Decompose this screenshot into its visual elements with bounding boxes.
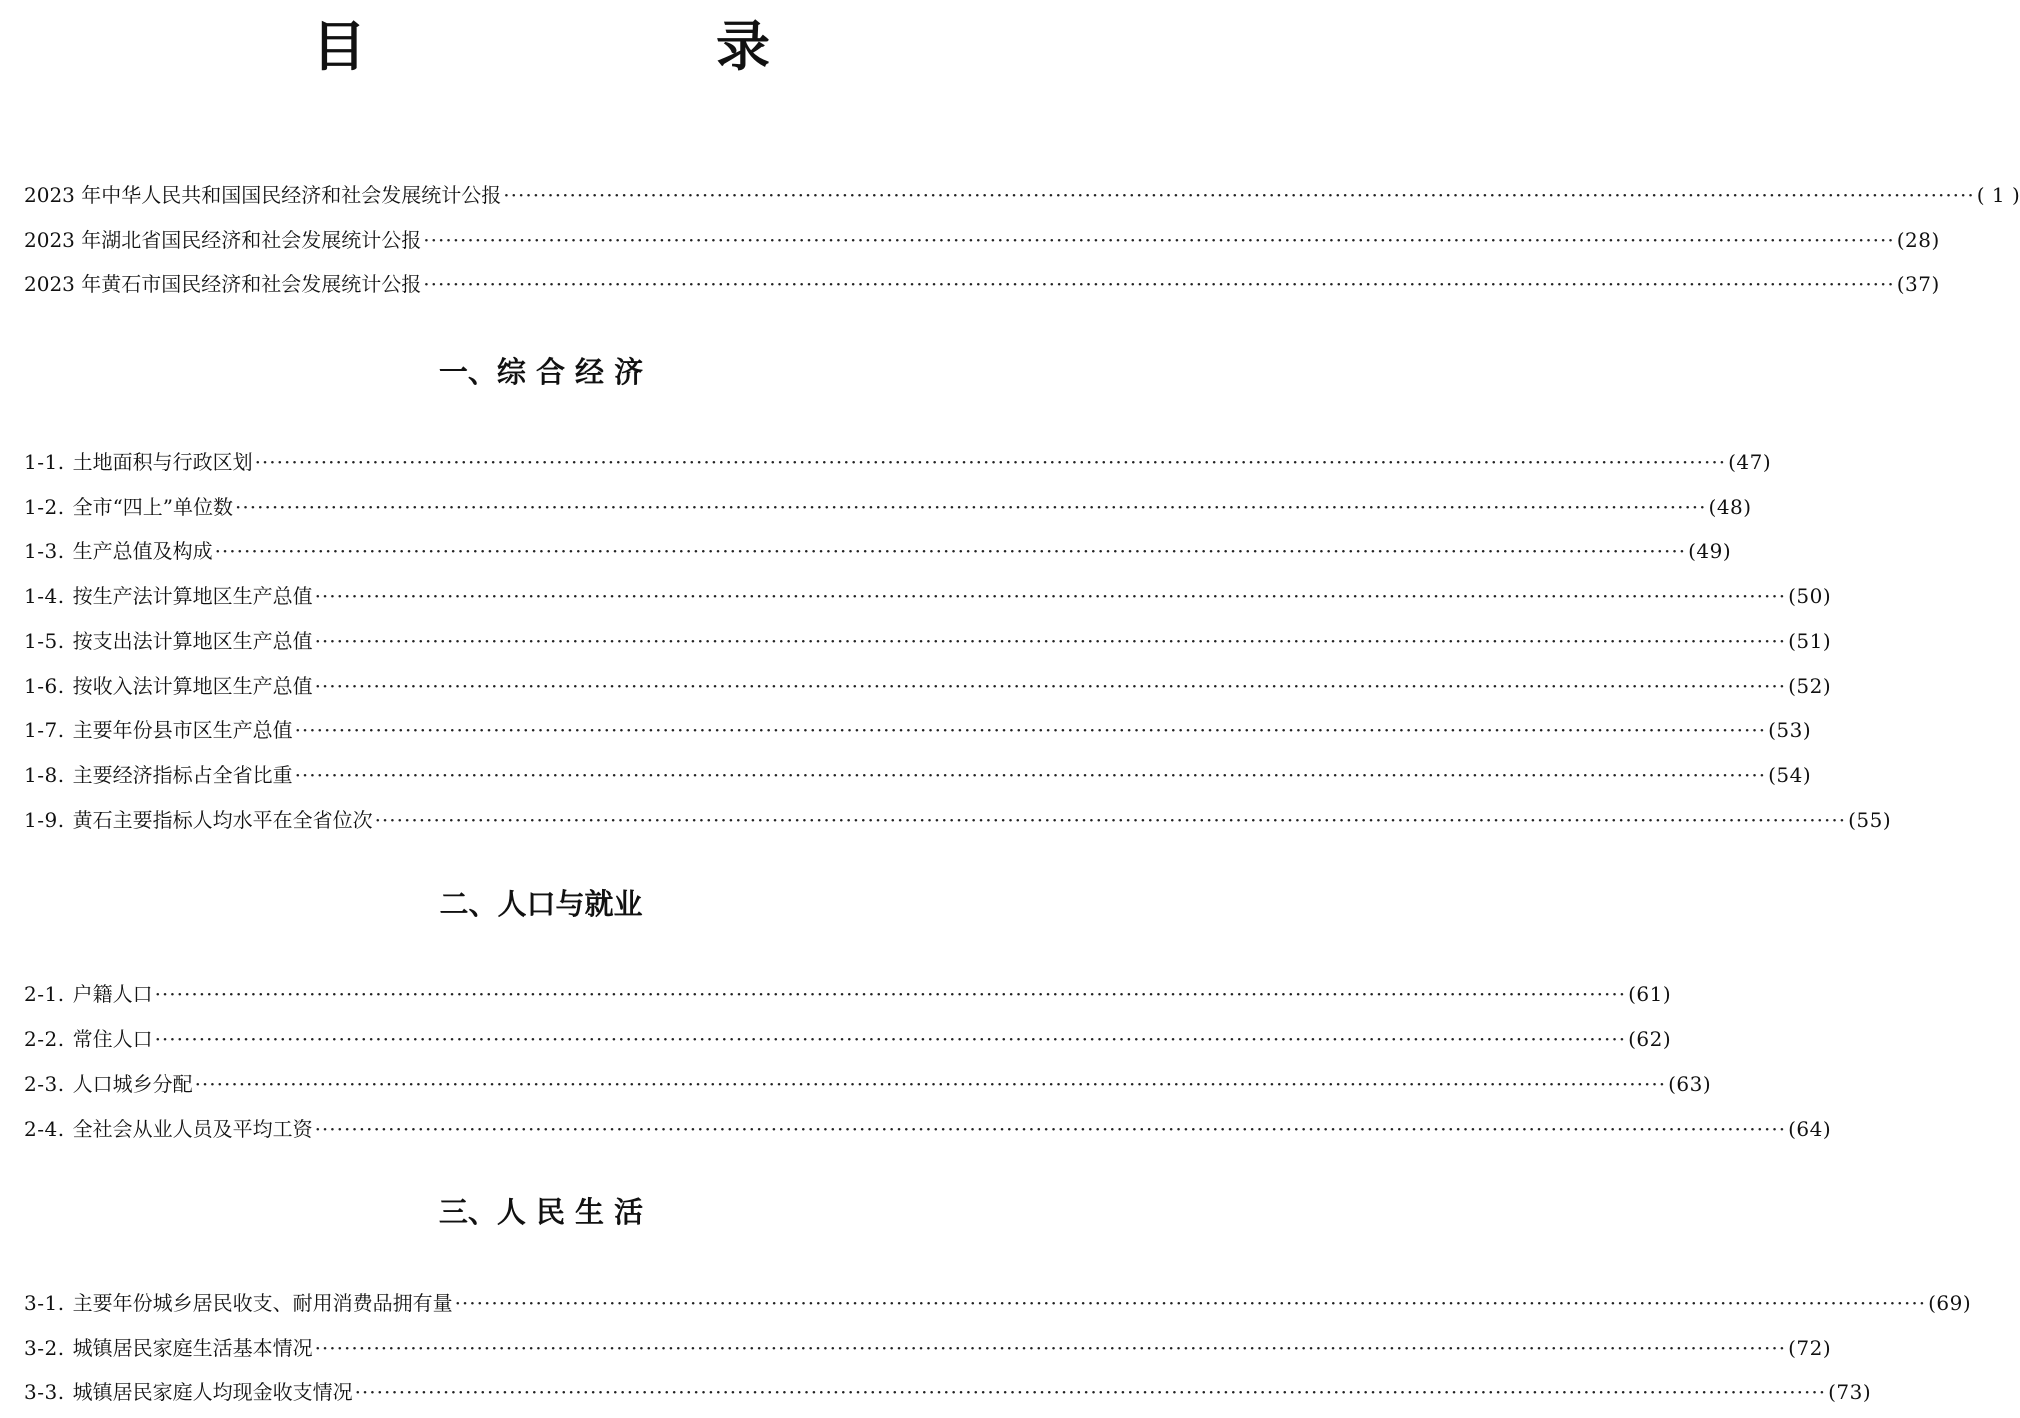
- toc-entry-number: 1-3.: [24, 539, 65, 563]
- toc-entry-3-2[interactable]: [24, 1333, 1832, 1363]
- toc-entry-number: 2-2.: [24, 1027, 65, 1051]
- toc-entry-number: 2-4.: [24, 1117, 65, 1141]
- dot-leader: ········································································································································································································: [294, 718, 1767, 742]
- toc-entry-number: 1-5.: [24, 629, 65, 653]
- toc-entry-number: 1-2.: [24, 495, 65, 519]
- toc-entry-1-7[interactable]: [24, 715, 1812, 745]
- toc-entry-title: 按收入法计算地区生产总值: [72, 674, 313, 698]
- toc-entry-page: (28): [1896, 228, 1940, 252]
- toc-entry-number: 2-1.: [24, 982, 65, 1006]
- toc-entry-3-1[interactable]: [24, 1288, 1972, 1318]
- toc-entry-page: ( 1 ): [1976, 183, 2020, 207]
- dot-leader: ········································································································································································································: [235, 495, 1707, 519]
- toc-entry-1-3[interactable]: [24, 536, 1732, 566]
- dot-leader: ········································································································································································································: [374, 808, 1847, 832]
- toc-entry-report-2[interactable]: [24, 225, 1940, 255]
- toc-entry-1-4[interactable]: [24, 581, 1832, 611]
- toc-entry-page: (55): [1848, 808, 1892, 832]
- dot-leader: ········································································································································································································: [154, 982, 1627, 1006]
- toc-entry-number: 2-3.: [24, 1072, 65, 1096]
- toc-entry-title: 城镇居民家庭人均现金收支情况: [72, 1380, 353, 1404]
- section-heading-living: 三、人 民 生 活: [438, 1195, 644, 1229]
- toc-entry-2-2[interactable]: [24, 1024, 1672, 1054]
- toc-entry-number: 3-3.: [24, 1380, 65, 1404]
- toc-entry-2-3[interactable]: [24, 1069, 1712, 1099]
- toc-entry-page: (52): [1788, 674, 1832, 698]
- toc-entry-page: (49): [1688, 539, 1732, 563]
- toc-entry-3-3[interactable]: [24, 1377, 1872, 1407]
- dot-leader: ········································································································································································································: [314, 629, 1787, 653]
- dot-leader: ········································································································································································································: [314, 1117, 1787, 1141]
- toc-entry-number: 1-4.: [24, 584, 65, 608]
- page-title: 目 录: [312, 15, 918, 78]
- toc-entry-page: (53): [1768, 718, 1812, 742]
- toc-entry-1-8[interactable]: [24, 760, 1812, 790]
- dot-leader: ········································································································································································································: [294, 763, 1767, 787]
- toc-entry-2-1[interactable]: [24, 979, 1672, 1009]
- toc-entry-page: (64): [1788, 1117, 1832, 1141]
- toc-entry-title: 人口城乡分配: [72, 1072, 193, 1096]
- toc-entry-title: 按支出法计算地区生产总值: [72, 629, 313, 653]
- toc-entry-page: (73): [1828, 1380, 1872, 1404]
- dot-leader: ········································································································································································································: [314, 584, 1787, 608]
- toc-entry-title: 黄石主要指标人均水平在全省位次: [72, 808, 373, 832]
- toc-entry-1-6[interactable]: [24, 671, 1832, 701]
- toc-entry-1-2[interactable]: [24, 492, 1752, 522]
- toc-entry-title: 2023 年中华人民共和国国民经济和社会发展统计公报: [24, 183, 502, 207]
- toc-entry-2-4[interactable]: [24, 1114, 1832, 1144]
- dot-leader: ········································································································································································································: [194, 1072, 1667, 1096]
- toc-entry-title: 2023 年湖北省国民经济和社会发展统计公报: [24, 228, 422, 252]
- toc-entry-title: 主要年份县市区生产总值: [72, 718, 293, 742]
- toc-entry-page: (47): [1728, 450, 1772, 474]
- toc-entry-number: 3-2.: [24, 1336, 65, 1360]
- dot-leader: ········································································································································································································: [214, 539, 1687, 563]
- toc-entry-number: 3-1.: [24, 1291, 65, 1315]
- toc-entry-number: 1-9.: [24, 808, 65, 832]
- toc-entry-title: 城镇居民家庭生活基本情况: [72, 1336, 313, 1360]
- toc-entry-page: (62): [1628, 1027, 1672, 1051]
- toc-entry-title: 主要经济指标占全省比重: [72, 763, 293, 787]
- toc-entry-page: (72): [1788, 1336, 1832, 1360]
- toc-entry-number: 1-1.: [24, 450, 65, 474]
- dot-leader: ········································································································································································································: [503, 183, 1975, 207]
- toc-entry-page: (61): [1628, 982, 1672, 1006]
- dot-leader: ········································································································································································································: [314, 674, 1787, 698]
- toc-entry-number: 1-8.: [24, 763, 65, 787]
- toc-entry-page: (63): [1668, 1072, 1712, 1096]
- toc-entry-number: 1-7.: [24, 718, 65, 742]
- dot-leader: ········································································································································································································: [454, 1291, 1927, 1315]
- toc-entry-1-9[interactable]: [24, 805, 1892, 835]
- toc-entry-report-1[interactable]: [24, 180, 2020, 210]
- dot-leader: ········································································································································································································: [154, 1027, 1627, 1051]
- toc-entry-page: (69): [1928, 1291, 1972, 1315]
- toc-entry-page: (37): [1896, 272, 1940, 296]
- toc-entry-title: 土地面积与行政区划: [72, 450, 253, 474]
- toc-entry-page: (54): [1768, 763, 1812, 787]
- toc-entry-page: (51): [1788, 629, 1832, 653]
- toc-entry-title: 2023 年黄石市国民经济和社会发展统计公报: [24, 272, 422, 296]
- toc-entry-title: 生产总值及构成: [72, 539, 213, 563]
- toc-entry-title: 全市“四上”单位数: [72, 495, 234, 519]
- toc-entry-number: 1-6.: [24, 674, 65, 698]
- section-heading-economy: 一、综 合 经 济: [438, 355, 644, 389]
- toc-entry-title: 全社会从业人员及平均工资: [72, 1117, 313, 1141]
- dot-leader: ········································································································································································································: [423, 228, 1895, 252]
- dot-leader: ········································································································································································································: [354, 1380, 1827, 1404]
- toc-entry-title: 常住人口: [72, 1027, 153, 1051]
- toc-entry-page: (48): [1708, 495, 1752, 519]
- dot-leader: ········································································································································································································: [254, 450, 1727, 474]
- toc-entry-title: 按生产法计算地区生产总值: [72, 584, 313, 608]
- toc-entry-report-3[interactable]: [24, 269, 1940, 299]
- toc-entry-title: 主要年份城乡居民收支、耐用消费品拥有量: [72, 1291, 453, 1315]
- section-heading-population: 二、人口与就业: [439, 887, 643, 921]
- toc-entry-title: 户籍人口: [72, 982, 153, 1006]
- toc-entry-1-5[interactable]: [24, 626, 1832, 656]
- toc-entry-1-1[interactable]: [24, 447, 1772, 477]
- dot-leader: ········································································································································································································: [423, 272, 1895, 296]
- dot-leader: ········································································································································································································: [314, 1336, 1787, 1360]
- toc-entry-page: (50): [1788, 584, 1832, 608]
